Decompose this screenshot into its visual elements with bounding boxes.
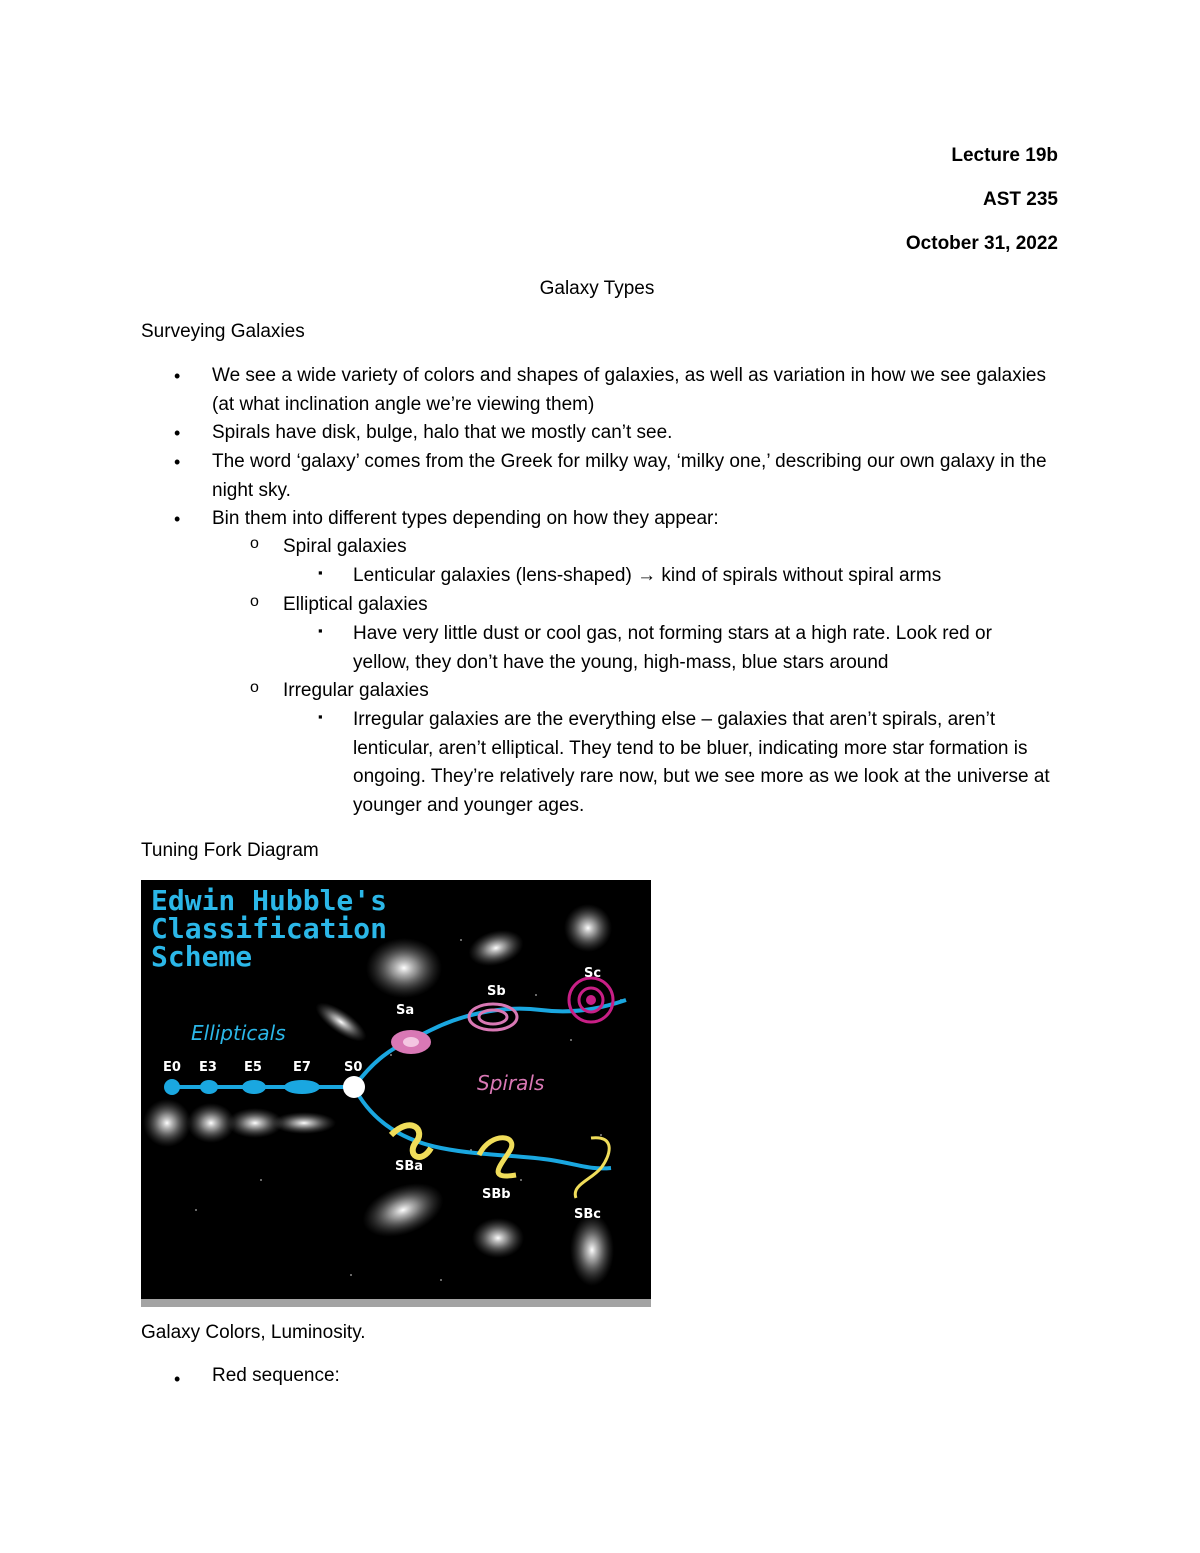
type-label-sbb: SBb (482, 1187, 511, 1202)
bullet-marker: • (174, 452, 181, 472)
section-heading-surveying: Surveying Galaxies (141, 321, 305, 342)
galaxy-photo (143, 1099, 191, 1147)
sub-bullet-marker: o (250, 593, 259, 610)
sub-list-item: Irregular galaxies (283, 680, 429, 701)
spirals-label: Spirals (477, 1071, 545, 1095)
list-item: We see a wide variety of colors and shapes of galaxies, as well as variation in how we see galaxies (at what inclination angle we’re viewing them) (212, 365, 1046, 415)
galaxy-photo (472, 1218, 524, 1258)
list-item: Spirals have disk, bulge, halo that we mostly can’t see. (212, 422, 673, 443)
sub-list-item: Spiral galaxies (283, 536, 407, 557)
type-label-e5: E5 (244, 1060, 262, 1075)
galaxy-photo (465, 924, 528, 971)
e7-marker (284, 1080, 320, 1094)
section-heading-colors: Galaxy Colors, Luminosity. (141, 1322, 366, 1343)
galaxy-photo (366, 938, 442, 998)
lecture-number: Lecture 19b (951, 145, 1058, 166)
detail-bullet-marker: ▪ (318, 565, 323, 580)
spirals-barred-branch (354, 1087, 611, 1168)
type-label-s0: S0 (344, 1060, 363, 1075)
e5-marker (242, 1080, 266, 1094)
detail-item: Have very little dust or cool gas, not forming stars at a high rate. Look red or yellow, they don’t have the young, high-mass, blue stars around (353, 623, 992, 673)
sb-marker (469, 1004, 517, 1030)
figure-title-line: Scheme (151, 940, 253, 973)
type-label-sba: SBa (395, 1159, 424, 1174)
bullet-marker: • (174, 366, 181, 386)
type-label-e7: E7 (293, 1060, 311, 1075)
figure-title-line: Edwin Hubble's (151, 884, 388, 917)
type-label-sc: Sc (584, 966, 602, 981)
detail-bullet-marker: ▪ (318, 709, 323, 724)
e3-marker (200, 1080, 218, 1094)
galaxy-photo (355, 1173, 450, 1247)
e0-marker (164, 1079, 180, 1095)
list-item: Bin them into different types depending on how they appear: (212, 508, 719, 529)
galaxy-photo (564, 904, 612, 952)
type-label-sb: Sb (487, 984, 506, 999)
list-item: Red sequence: (212, 1365, 340, 1386)
course-code: AST 235 (983, 189, 1058, 210)
bullet-marker: • (174, 423, 181, 443)
type-label-e0: E0 (163, 1060, 181, 1075)
type-label-sa: Sa (396, 1003, 415, 1018)
figure-bottom-bar (141, 1299, 651, 1307)
section-heading-tuning-fork: Tuning Fork Diagram (141, 840, 319, 861)
bullet-marker: • (174, 1369, 181, 1389)
list-item: The word ‘galaxy’ comes from the Greek for milky way, ‘milky one,’ describing our own galaxy in the night sky. (212, 451, 1047, 501)
bullet-marker: • (174, 509, 181, 529)
ellipticals-label: Ellipticals (191, 1021, 286, 1045)
galaxy-photo (272, 1112, 336, 1134)
s0-marker (343, 1076, 365, 1098)
type-label-sbc: SBc (574, 1207, 601, 1222)
sub-bullet-marker: o (250, 679, 259, 696)
hubble-tuning-fork-figure (141, 880, 651, 1307)
sa-marker-core (403, 1037, 419, 1047)
detail-item: Lenticular galaxies (lens-shaped) → kind of spirals without spiral arms (353, 565, 942, 586)
sub-bullet-marker: o (250, 535, 259, 552)
tuning-fork-diagram (141, 880, 651, 1307)
galaxy-photo (570, 1214, 614, 1286)
type-label-e3: E3 (199, 1060, 217, 1075)
lecture-date: October 31, 2022 (905, 233, 1058, 254)
detail-item: Irregular galaxies are the everything else – galaxies that aren’t spirals, aren’t lenticular, aren’t elliptical. They tend to be bluer, indicating more star formation is ongoing. They’re relatively rare now, but we see more as we look at the universe at younger and younger ages. (353, 709, 1050, 816)
figure-title-line: Classification (151, 912, 388, 945)
sub-list-item: Elliptical galaxies (283, 594, 428, 615)
galaxy-photo (310, 996, 372, 1048)
sc-marker-core (586, 995, 596, 1005)
detail-bullet-marker: ▪ (318, 623, 323, 638)
page-title: Galaxy Types (539, 278, 655, 299)
